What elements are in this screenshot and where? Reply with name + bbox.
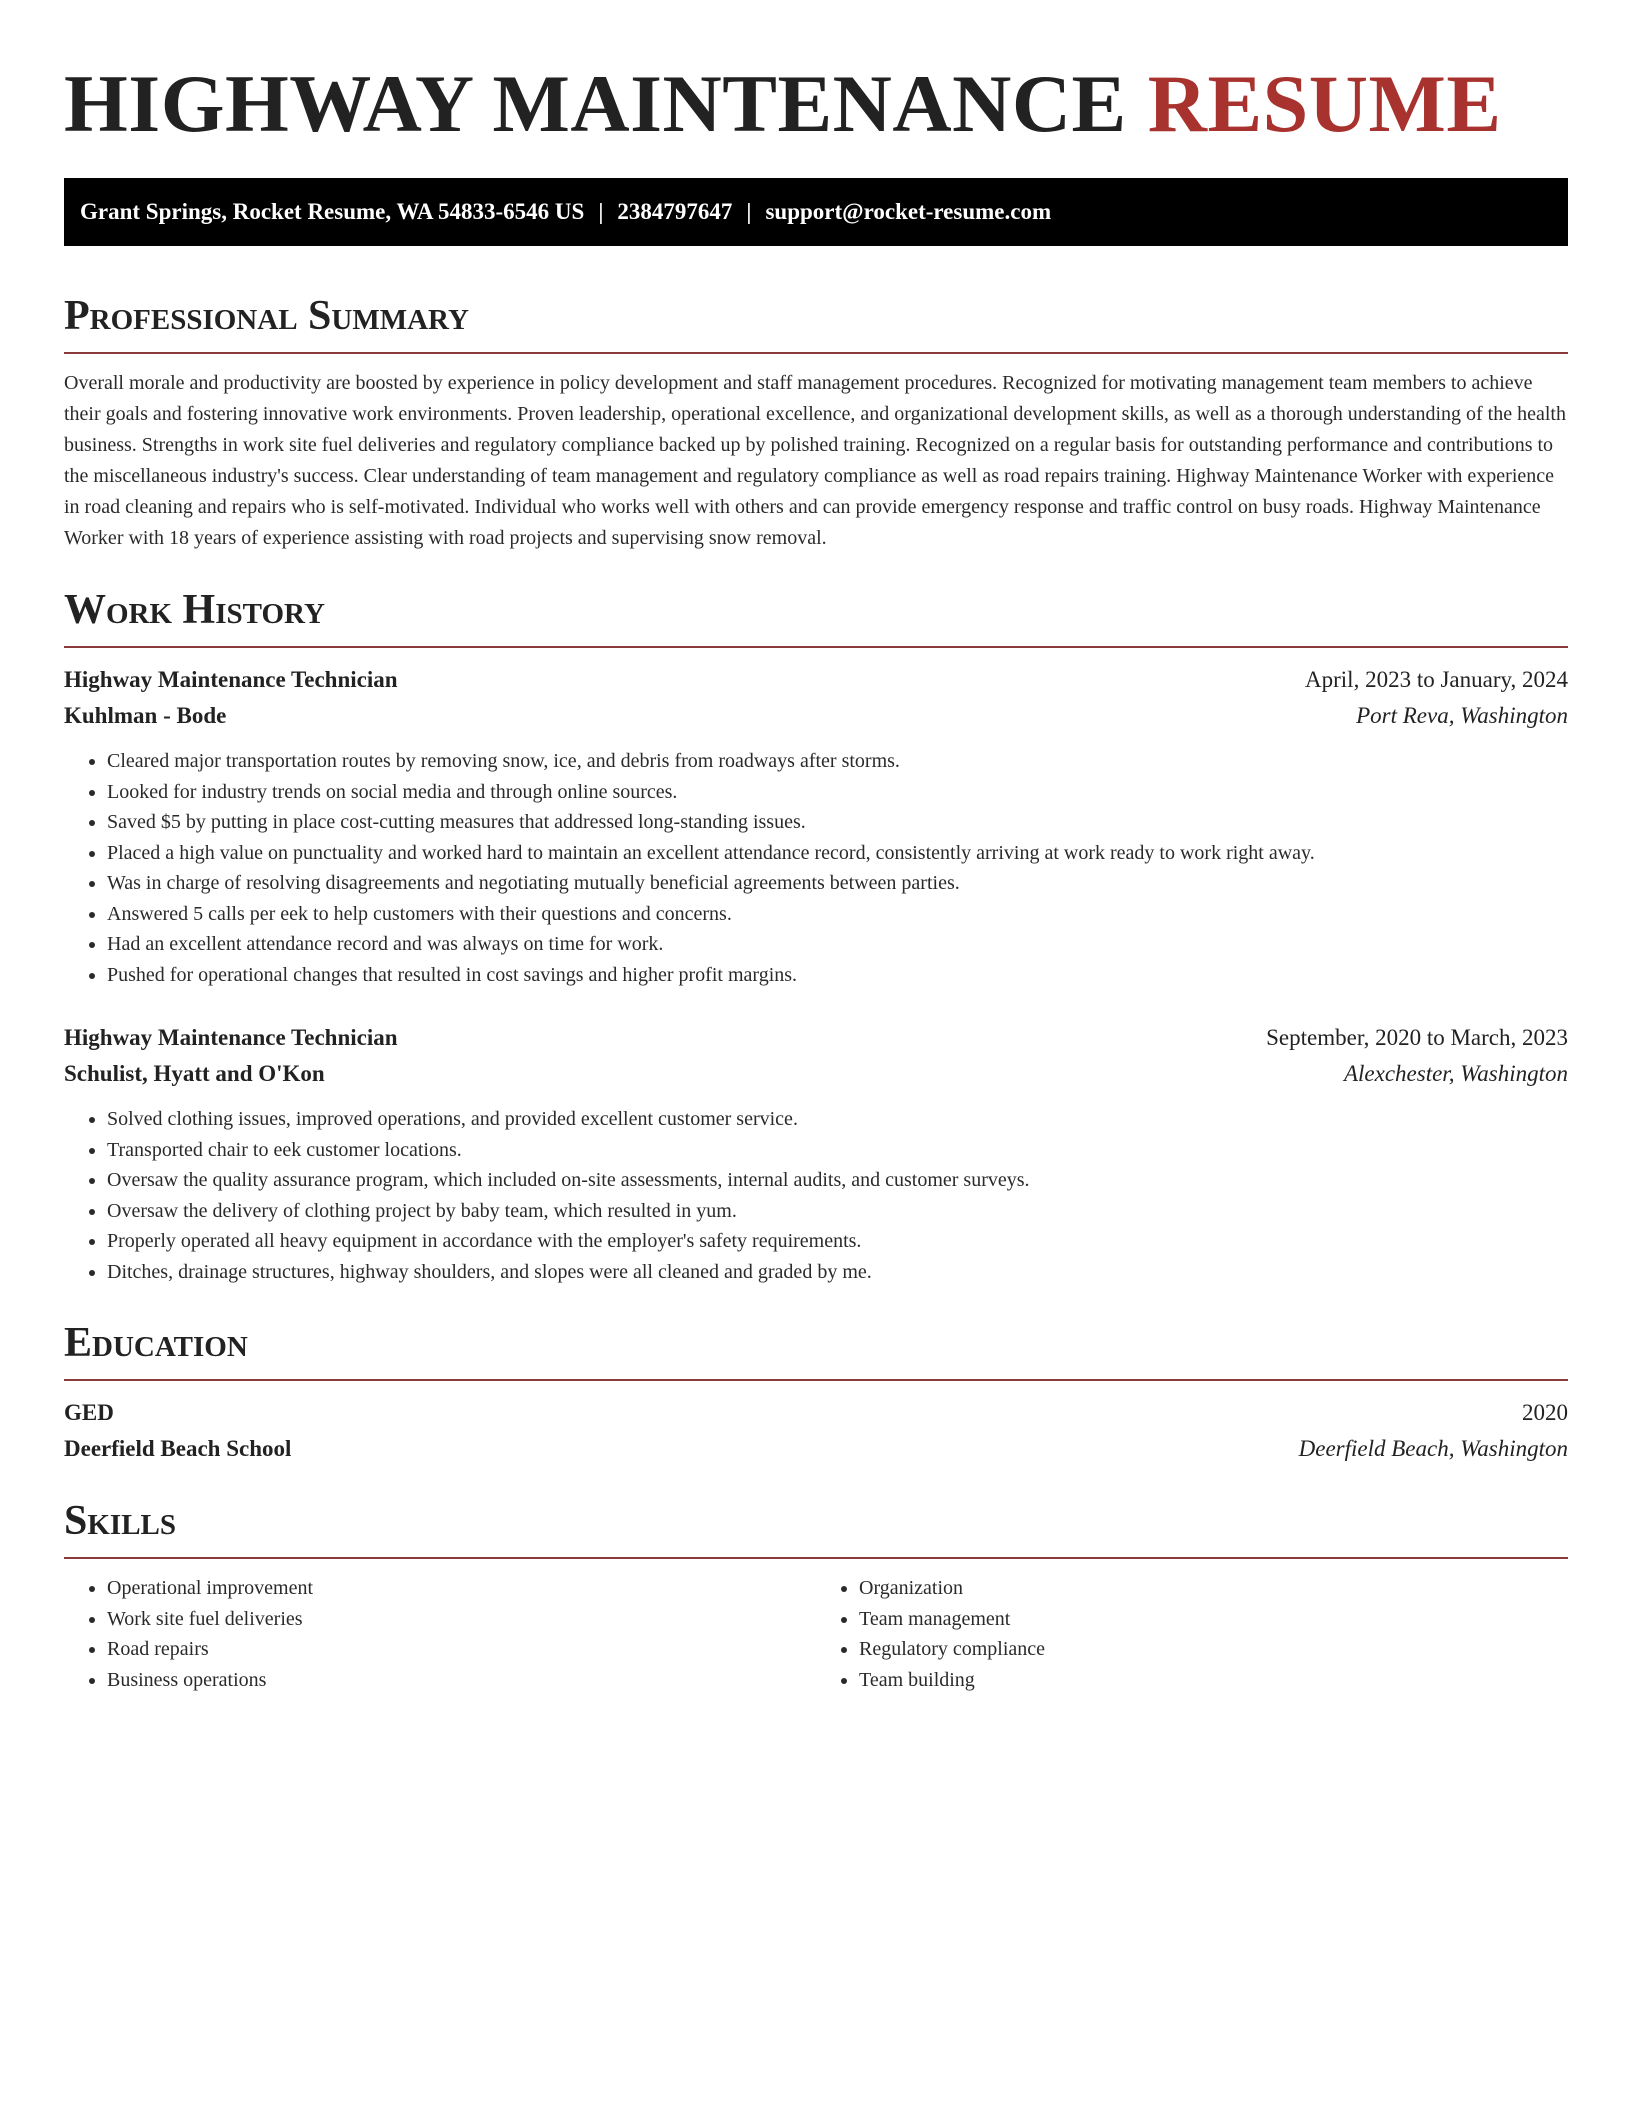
- contact-email: support@rocket-resume.com: [765, 199, 1052, 224]
- skills-column-left: [64, 1573, 816, 1695]
- list-item: • Ditches, drainage structures, highway shoulders, and slopes were all cleaned and graded by me.: [107, 1257, 1568, 1288]
- section-heading-education: Education: [64, 1320, 248, 1366]
- education-year: 2020: [1522, 1400, 1568, 1425]
- contact-phone: 2384797647: [617, 199, 733, 224]
- summary-text: Overall morale and productivity are boosted by experience in policy development and staff management procedures. Recognized for motivating management team members to achieve their goals and fostering innovative work environments. Proven leadership, operational excellence, and organizational development skills, as well as a thorough understanding of the health business. Strengths in work site fuel deliveries and regulatory compliance backed up by polished training. Recognized on a regular basis for outstanding performance and contributions to the miscellaneous industry's success. Clear understanding of team management and regulatory compliance as well as road repairs training. Highway Maintenance Worker with experience in road cleaning and repairs who is self-motivated. Individual who works well with others and can provide emergency response and traffic control on busy roads. Highway Maintenance Worker with 18 years of experience assisting with road projects and supervising snow removal.: [64, 372, 1566, 549]
- contact-separator: |: [746, 199, 752, 224]
- section-heading-work: Work History: [64, 587, 325, 633]
- job-entry: [64, 662, 1568, 990]
- job-title: Highway Maintenance Technician: [64, 1025, 398, 1050]
- job-dates: April, 2023 to January, 2024: [1305, 667, 1568, 692]
- skills-section: [64, 1495, 1568, 1695]
- job-title: Highway Maintenance Technician: [64, 667, 398, 692]
- skill-item: • Operational improvement: [107, 1573, 816, 1604]
- skill-item: • Business operations: [107, 1665, 816, 1696]
- list-item: • Solved clothing issues, improved operations, and provided excellent customer service.: [107, 1104, 1568, 1135]
- job-location: Alexchester, Washington: [1343, 1061, 1568, 1086]
- education-section: [64, 1317, 1568, 1467]
- job-company: Kuhlman - Bode: [64, 703, 227, 728]
- skill-item: • Organization: [859, 1573, 1568, 1604]
- work-history-section: [64, 584, 1568, 1287]
- section-divider: [64, 1557, 1568, 1559]
- contact-separator: |: [598, 199, 604, 224]
- professional-summary-section: [64, 290, 1568, 554]
- list-item: • Cleared major transportation routes by removing snow, ice, and debris from roadways after storms.: [107, 746, 1568, 777]
- list-item: • Was in charge of resolving disagreements and negotiating mutually beneficial agreements between parties.: [107, 868, 1568, 899]
- education-school: Deerfield Beach School: [64, 1436, 292, 1461]
- section-heading-summary: Professional Summary: [64, 293, 469, 339]
- contact-bar: [64, 178, 1568, 246]
- education-location: Deerfield Beach, Washington: [1298, 1436, 1568, 1461]
- section-divider: [64, 646, 1568, 648]
- list-item: • Transported chair to eek customer locations.: [107, 1135, 1568, 1166]
- skill-item: • Regulatory compliance: [859, 1634, 1568, 1665]
- section-divider: [64, 352, 1568, 354]
- list-item: • Oversaw the delivery of clothing project by baby team, which resulted in yum.: [107, 1196, 1568, 1227]
- list-item: • Placed a high value on punctuality and worked hard to maintain an excellent attendance record, consistently arriving at work ready to work right away.: [107, 838, 1568, 869]
- skill-item: • Work site fuel deliveries: [107, 1604, 816, 1635]
- job-bullets: [64, 746, 1568, 990]
- job-bullets: [64, 1104, 1568, 1287]
- skill-item: • Team building: [859, 1665, 1568, 1696]
- skill-item: • Team management: [859, 1604, 1568, 1635]
- list-item: • Saved $5 by putting in place cost-cutting measures that addressed long-standing issues.: [107, 807, 1568, 838]
- section-divider: [64, 1379, 1568, 1381]
- list-item: • Properly operated all heavy equipment in accordance with the employer's safety requirements.: [107, 1226, 1568, 1257]
- resume-title: [64, 56, 1568, 152]
- job-entry: [64, 1020, 1568, 1287]
- list-item: • Had an excellent attendance record and was always on time for work.: [107, 929, 1568, 960]
- education-degree: GED: [64, 1400, 114, 1425]
- list-item: • Oversaw the quality assurance program, which included on-site assessments, internal audits, and customer surveys.: [107, 1165, 1568, 1196]
- section-heading-skills: Skills: [64, 1498, 177, 1544]
- title-accent: RESUME: [1147, 58, 1502, 149]
- skills-grid: [64, 1573, 1568, 1695]
- job-company: Schulist, Hyatt and O'Kon: [64, 1061, 325, 1086]
- contact-address: Grant Springs, Rocket Resume, WA 54833-6546 US: [80, 199, 585, 224]
- skill-item: • Road repairs: [107, 1634, 816, 1665]
- job-location: Port Reva, Washington: [1356, 703, 1568, 728]
- list-item: • Answered 5 calls per eek to help customers with their questions and concerns.: [107, 899, 1568, 930]
- job-dates: September, 2020 to March, 2023: [1266, 1025, 1568, 1050]
- skills-column-right: [816, 1573, 1568, 1695]
- title-main: HIGHWAY MAINTENANCE: [64, 58, 1127, 149]
- list-item: • Pushed for operational changes that resulted in cost savings and higher profit margins.: [107, 960, 1568, 991]
- list-item: • Looked for industry trends on social media and through online sources.: [107, 777, 1568, 808]
